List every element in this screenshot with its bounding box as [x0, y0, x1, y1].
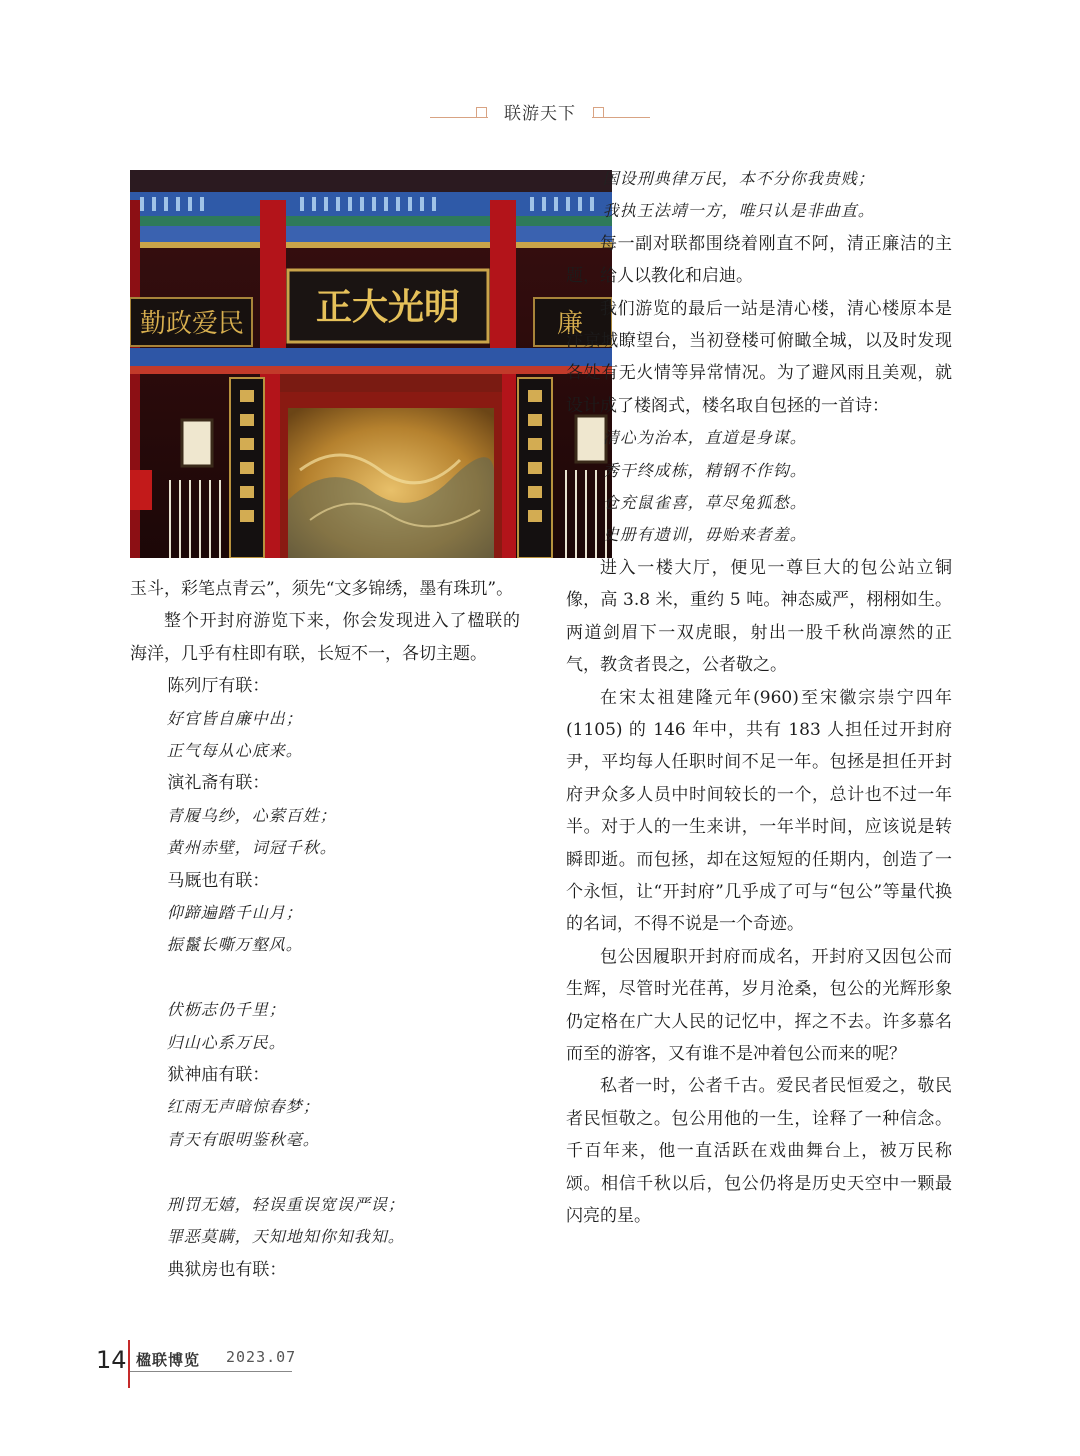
body-paragraph-continued: 玉斗，彩笔点青云”，须先“文多锦绣，墨有珠玑”。	[130, 579, 514, 599]
couplet-line: 青履乌纱，心萦百姓；	[166, 805, 337, 825]
right-column	[566, 163, 952, 1232]
couplet-line: 好官皆自廉中出；	[166, 708, 303, 728]
body-paragraph: 进入一楼大厅，便见一尊巨大的包公站立铜像，高 3.8 米，重约 5 吨。神态威严，栩栩如生。两道剑眉下一双虎眼，射出一股千秋尚凛然的正气，教贪者畏之，公者敬之。	[566, 557, 952, 676]
body-paragraph: 我们游览的最后一站是清心楼，清心楼原本是汴京城瞭望台，当初登楼可俯瞰全城，以及时发现各处有无火情等异常情况。为了避风雨且美观，就设计成了楼阁式，楼名取自包拯的一首诗：	[566, 298, 952, 416]
couplet-line: 振鬣长嘶万壑风。	[166, 935, 303, 955]
body-paragraph: 每一副对联都围绕着刚直不阿，清正廉洁的主题，给人以教化和启迪。	[566, 233, 952, 287]
couplet-line: 仰蹄遍踏千山月；	[166, 903, 303, 923]
couplet-location-label: 演礼斋有联：	[167, 773, 270, 794]
section-header	[430, 96, 650, 126]
magazine-name: 楹联博览	[136, 1351, 201, 1369]
couplet-line: 红雨无声暗惊春梦；	[166, 1097, 320, 1117]
footer-divider	[128, 1340, 130, 1388]
couplet-line: 我执王法靖一方，唯只认是非曲直。	[602, 201, 875, 221]
couplet-line: 史册有遗训，毋贻来者羞。	[602, 525, 807, 545]
header-ornament-left-icon	[476, 107, 487, 118]
couplet-line: 黄州赤壁，词冠千秋。	[166, 838, 337, 858]
couplet-line: 国设刑典律万民，本不分你我贵贱；	[602, 169, 875, 188]
plaque-left: 勤政爱民	[139, 309, 245, 339]
body-paragraph: 包公因履职开封府而成名，开封府又因包公而生辉，尽管时光荏苒，岁月沧桑，包公的光辉形象仍定格在广大人民的记忆中，挥之不去。许多慕名而至的游客，又有谁不是冲着包公而来的呢？	[566, 946, 952, 1064]
couplet-location-label: 陈列厅有联：	[167, 676, 270, 697]
footer-rule	[130, 1371, 292, 1372]
couplet-line: 归山心系万民。	[166, 1032, 286, 1052]
page-footer	[96, 1340, 316, 1388]
couplet-line: 清心为治本，直道是身谋。	[602, 428, 807, 448]
hall-photo	[130, 170, 612, 558]
section-title: 联游天下	[504, 104, 576, 124]
couplet-line: 青天有眼明鉴秋毫。	[166, 1129, 320, 1149]
couplet-line: 伏枥志仍千里；	[166, 1000, 286, 1020]
stanza-gap	[130, 962, 520, 994]
couplet-line: 罪恶莫瞒，天知地知你知我知。	[166, 1227, 405, 1247]
issue-date: 2023.07	[226, 1348, 297, 1366]
couplet-location-label: 马厩也有联：	[167, 870, 270, 891]
plaque-main: 正大光明	[315, 286, 461, 328]
couplet-line: 秀干终成栋，精钢不作钩。	[602, 460, 807, 480]
body-paragraph: 整个开封府游览下来，你会发现进入了楹联的海洋，几乎有柱即有联，长短不一，各切主题。	[130, 611, 520, 664]
left-column	[130, 573, 520, 1286]
page-number: 14	[96, 1346, 127, 1374]
couplet-location-label: 典狱房也有联：	[167, 1259, 287, 1280]
couplet-line: 仓充鼠雀喜，草尽兔狐愁。	[602, 493, 807, 513]
body-paragraph: 私者一时，公者千古。爱民者民恒爱之，敬民者民恒敬之。包公用他的一生，诠释了一种信念。千百年来，他一直活跃在戏曲舞台上，被万民称颂。相信千秋以后，包公仍将是历史天空中一颗最闪亮的星。	[566, 1076, 952, 1226]
plaque-right: 廉	[556, 309, 584, 339]
header-rule-right	[592, 117, 650, 118]
couplet-location-label: 狱神庙有联：	[167, 1065, 270, 1086]
body-paragraph: 在宋太祖建隆元年(960)至宋徽宗崇宁四年(1105) 的 146 年中，共有 183 人担任过开封府尹，平均每人任职时间不足一年。包拯是担任开封府尹众多人员中时间较长的一个，总计也不过一年半。对于人的一生来讲，一年半时间，应该说是转瞬即逝。而包拯，却在这短短的任期内，创造了一个永恒，让“开封府”几乎成了可与“包公”等量代换的名词，不得不说是一个奇迹。	[566, 687, 952, 935]
stanza-gap	[130, 1156, 520, 1188]
couplet-line: 正气每从心底来。	[166, 741, 303, 761]
couplet-line: 刑罚无嬉，轻误重误宽误严误；	[166, 1194, 405, 1214]
